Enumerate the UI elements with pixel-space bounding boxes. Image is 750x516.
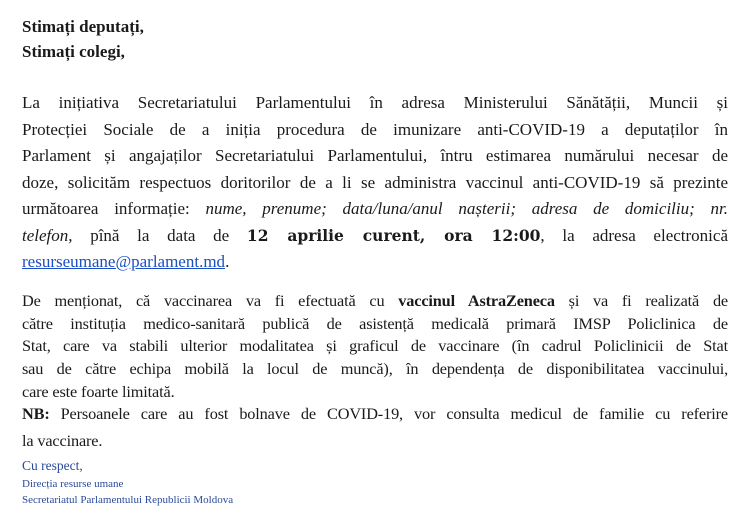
emphasized-text: vaccinul AstraZeneca: [398, 291, 555, 310]
text-line: [22, 143, 728, 170]
text-line: [22, 249, 728, 276]
text-segment: Protecției Sociale de a iniția procedura de imunizare anti-COVID-19 a deputaților în: [22, 119, 728, 139]
text-segment: la vaccinare.: [22, 431, 103, 451]
text-line: [22, 335, 728, 358]
email-link[interactable]: resurseumane@parlament.md: [22, 252, 226, 271]
text-line: [22, 313, 728, 336]
greeting-line-2: Stimați colegi,: [22, 42, 125, 61]
greeting-line-1: Stimați deputați,: [22, 17, 144, 36]
emphasized-text: nume, prenume; data/luna/anul nașterii; adresa de domiciliu; nr.: [205, 199, 729, 218]
text-line: [22, 170, 728, 197]
paragraph-request: [22, 90, 728, 276]
emphasized-text: NB:: [22, 404, 50, 424]
signature-department: Direcția resurse umane: [22, 478, 124, 490]
emphasized-text: telefon,: [22, 225, 73, 245]
text-line: [22, 426, 728, 452]
text-segment: sau de către echipa mobilă la locul de muncă), în dependența de disponibilitatea vaccinului,: [22, 359, 728, 379]
text-segment: Parlament și angajaților Secretariatului Parlamentului, întru estimarea numărului necesar de: [22, 146, 728, 165]
paragraph-vaccination-info: [22, 290, 728, 452]
signature-organization: Secretariatul Parlamentului Republicii Moldova: [22, 494, 234, 506]
text-segment: La inițiativa Secretariatului Parlamentului în adresa Ministerului Sănătății, Muncii și: [22, 93, 728, 112]
text-segment: care este foarte limitată.: [22, 381, 175, 401]
text-line: [22, 403, 728, 426]
text-line: [22, 290, 728, 313]
text-line: [22, 117, 728, 144]
text-segment: următoarea informație:: [22, 199, 206, 218]
text-line: [22, 381, 728, 404]
text-segment: , la adresa electronică: [540, 225, 728, 245]
text-segment: .: [225, 252, 230, 271]
text-segment: și va fi realizată de: [554, 291, 729, 310]
text-segment: către instituția medico-sanitară publică de asistență medicală primară IMSP Policlinica de: [22, 313, 728, 333]
text-line: [22, 358, 728, 381]
text-line: [22, 196, 728, 223]
text-segment: Stat, care va stabili ulterior modalitatea și graficul de vaccinare (în cadrul Policlinicii de Stat: [22, 336, 728, 356]
text-line: [22, 223, 728, 250]
emphasized-text: 12 aprilie curent, ora 12:00: [246, 225, 541, 245]
text-segment: doze, solicităm respectuos doritorilor de a li se administra vaccinul anti-COVID-19 să prezinte: [22, 172, 728, 192]
signature-closing: Cu respect,: [22, 458, 83, 473]
text-segment: De menționat, că vaccinarea va fi efectuată cu: [22, 291, 399, 310]
text-segment: pînă la data de: [72, 225, 247, 245]
text-segment: Persoanele care au fost bolnave de COVID-19, vor consulta medicul de familie cu referire: [49, 404, 728, 424]
text-line: [22, 90, 728, 117]
